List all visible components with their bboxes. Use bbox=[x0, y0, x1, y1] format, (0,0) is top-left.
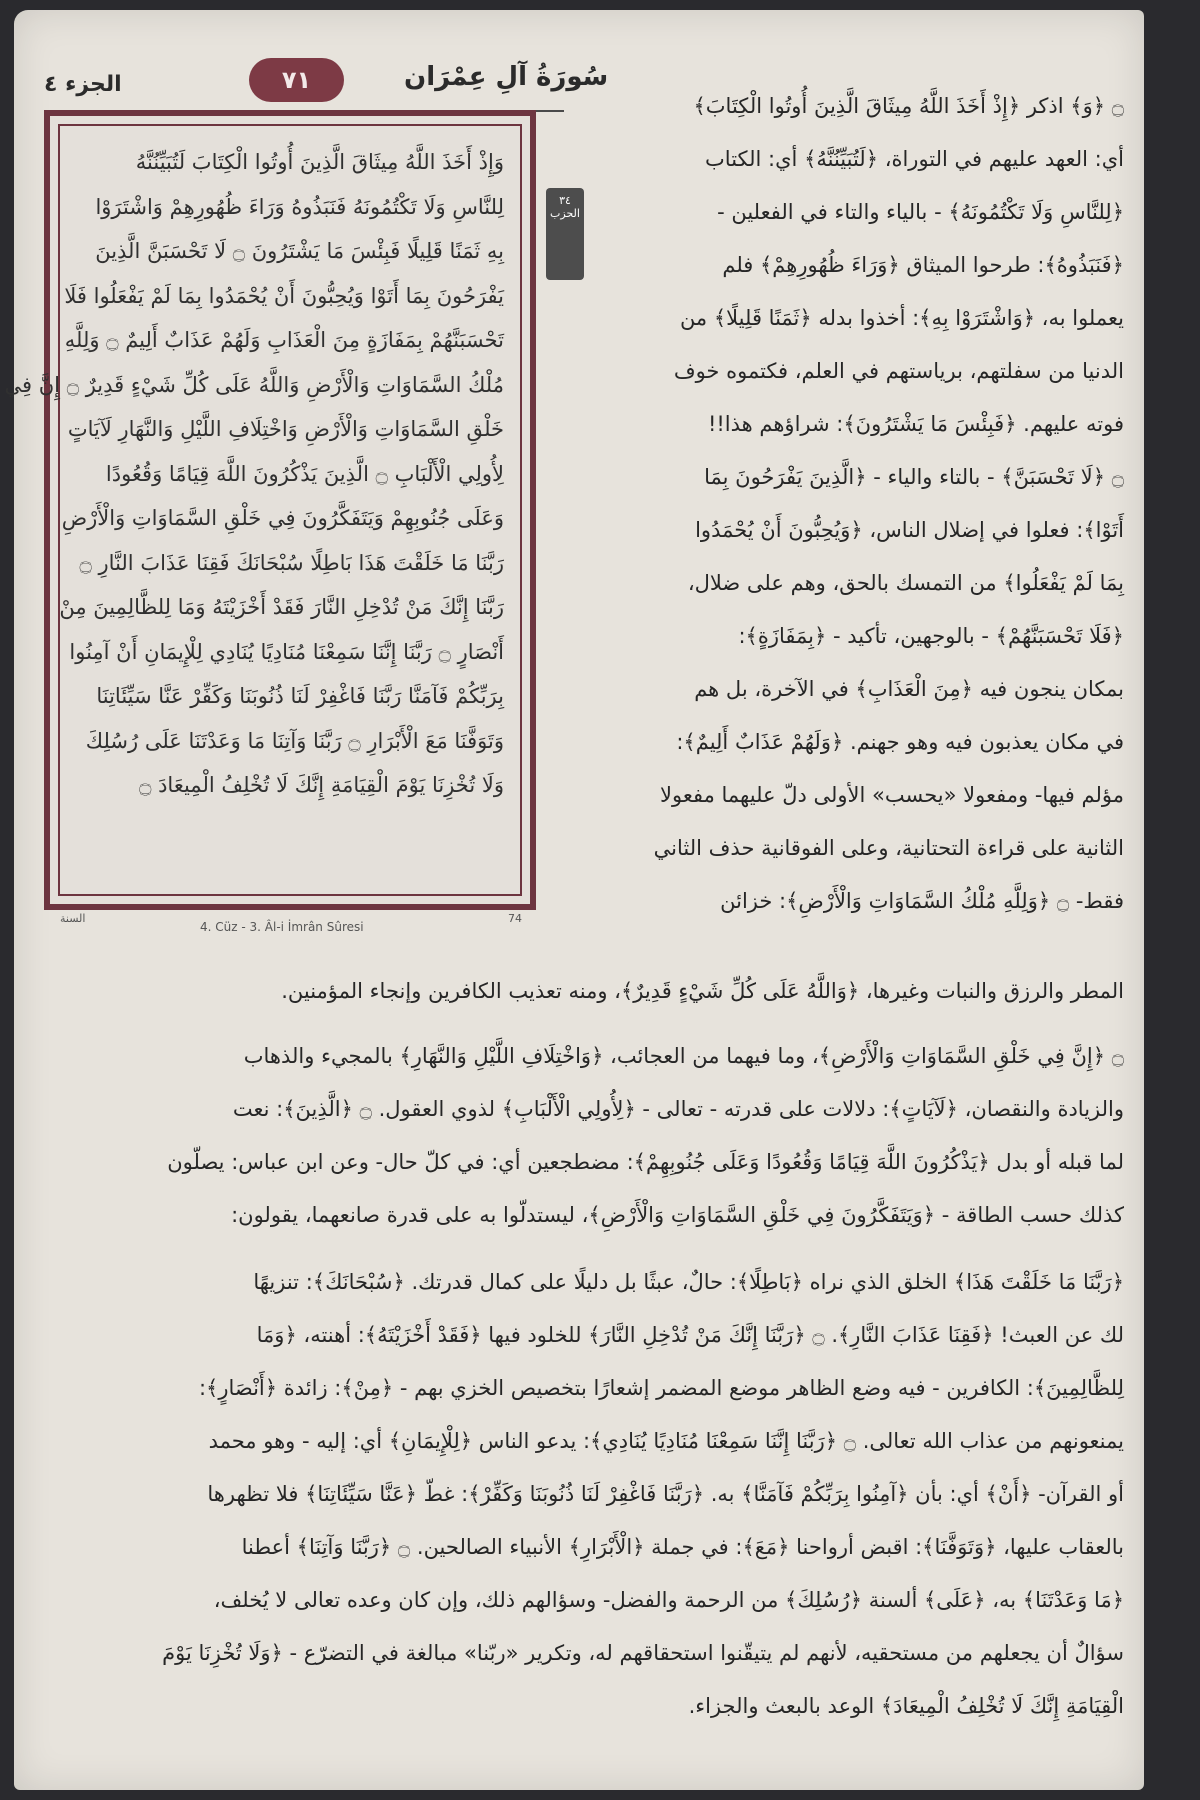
page-number-badge: ٧١ bbox=[249, 58, 344, 102]
quran-line: لِلنَّاسِ وَلَا تَكْتُمُونَهُ فَنَبَذُوهُ وَرَاءَ ظُهُورِهِمْ وَاشْتَرَوْا bbox=[95, 194, 504, 219]
tafsir-line: ﴿فَلَا تَحْسَبَنَّهُمْ﴾ - بالوجهين، تأكيد - ﴿بِمَفَازَةٍ﴾: bbox=[738, 624, 1124, 648]
tafsir-line: أو القرآن- ﴿أَنْ﴾ أي: بأن ﴿آمِنُوا بِرَبِّكُمْ فَآمَنَّا﴾ به. ﴿رَبَّنَا فَاغْفِرْ لَنَا ذُنُوبَنَا وَكَفِّرْ﴾: غطّ ﴿عَنَّا سَيِّئَاتِنَا﴾ فلا تظهرها bbox=[207, 1482, 1124, 1506]
tafsir-line: كذلك حسب الطاقة - ﴿وَيَتَفَكَّرُونَ فِي خَلْقِ السَّمَاوَاتِ وَالْأَرْضِ﴾، ليستدلّوا به على قدرة صانعهما، يقولون: bbox=[231, 1203, 1124, 1227]
quran-line: يَفْرَحُونَ بِمَا أَتَوْا وَيُحِبُّونَ أَنْ يُحْمَدُوا بِمَا لَمْ يَفْعَلُوا فَلَا bbox=[64, 283, 504, 308]
quran-footer-page: 74 bbox=[508, 912, 522, 925]
quran-line: خَلْقِ السَّمَاوَاتِ وَالْأَرْضِ وَاخْتِلَافِ اللَّيْلِ وَالنَّهَارِ لَآيَاتٍ bbox=[67, 417, 504, 441]
paragraph-gap bbox=[52, 1242, 1124, 1256]
quran-line: رَبَّنَا مَا خَلَقْتَ هَذَا بَاطِلًا سُبْحَانَكَ فَقِنَا عَذَابَ النَّارِ ۝ bbox=[79, 550, 504, 575]
tafsir-line: الثانية على قراءة التحتانية، وعلى الفوقانية حذف الثاني bbox=[653, 836, 1124, 860]
quran-box-footer bbox=[50, 912, 536, 932]
tafsir-line: الدنيا من سفلتهم، برياستهم في العلم، فكتموه خوف bbox=[673, 359, 1124, 383]
quran-footer-left: السنة bbox=[60, 912, 86, 925]
quran-line: وَإِذْ أَخَذَ اللَّهُ مِيثَاقَ الَّذِينَ أُوتُوا الْكِتَابَ لَتُبَيِّنُنَّهُ bbox=[135, 150, 504, 174]
tafsir-line: سؤالٌ أن يجعلهم من مستحقيه، لأنهم لم يتيقّنوا استحقاقهم له، وتكرير «ربّنا» مبالغة في التضرّع - ﴿وَلَا تُخْزِنَا يَوْمَ bbox=[162, 1641, 1124, 1665]
quran-line: بِهِ ثَمَنًا قَلِيلًا فَبِئْسَ مَا يَشْتَرُونَ ۝ لَا تَحْسَبَنَّ الَّذِينَ bbox=[95, 239, 504, 263]
quran-footer-reference: 4. Cüz - 3. Âl-i İmrân Sûresi bbox=[200, 920, 364, 934]
tafsir-line: فوته عليهم. ﴿فَبِئْسَ مَا يَشْتَرُونَ﴾: شراؤهم هذا!! bbox=[707, 412, 1124, 436]
tafsir-line: بالعقاب عليها، ﴿وَتَوَفَّنَا﴾: اقبض أرواحنا ﴿مَعَ﴾: في جملة ﴿الْأَبْرَارِ﴾ الأنبياء الصالحين. ۝ ﴿رَبَّنَا وَآتِنَا﴾ أعطنا bbox=[241, 1535, 1124, 1559]
tafsir-line: ﴿لِلنَّاسِ وَلَا تَكْتُمُونَهُ﴾ - بالياء والتاء في الفعلين - bbox=[717, 200, 1124, 224]
juz-label: الجزء ٤ bbox=[44, 72, 122, 97]
tafsir-line: لما قبله أو بدل ﴿يَذْكُرُونَ اللَّهَ قِيَامًا وَقُعُودًا وَعَلَى جُنُوبِهِمْ﴾: مضطجعين أي: في كلّ حال- وعن ابن عباس: يصلّون bbox=[167, 1150, 1124, 1174]
tafsir-line: أَتَوْا﴾: فعلوا في إضلال الناس، ﴿وَيُحِبُّونَ أَنْ يُحْمَدُوا bbox=[695, 518, 1124, 542]
quran-line: تَحْسَبَنَّهُمْ بِمَفَازَةٍ مِنَ الْعَذَابِ وَلَهُمْ عَذَابٌ أَلِيمٌ ۝ وَلِلَّهِ bbox=[64, 328, 504, 352]
quran-text-frame bbox=[4, 124, 522, 896]
quran-line: وَتَوَفَّنَا مَعَ الْأَبْرَارِ ۝ رَبَّنَا وَآتِنَا مَا وَعَدْتَنَا عَلَى رُسُلِكَ bbox=[85, 728, 504, 753]
tafsir-line: ﴿فَنَبَذُوهُ﴾: طرحوا الميثاق ﴿وَرَاءَ ظُهُورِهِمْ﴾ فلم bbox=[722, 253, 1124, 277]
quran-verses bbox=[4, 140, 504, 808]
surah-title: سُورَةُ آلِ عِمْرَان bbox=[404, 62, 609, 92]
quran-line: رَبَّنَا إِنَّكَ مَنْ تُدْخِلِ النَّارَ فَقَدْ أَخْزَيْتَهُ وَمَا لِلظَّالِمِينَ مِنْ bbox=[59, 595, 504, 619]
hizb-marker bbox=[546, 188, 584, 280]
quran-line: وَلَا تُخْزِنَا يَوْمَ الْقِيَامَةِ إِنَّكَ لَا تُخْلِفُ الْمِيعَادَ ۝ bbox=[139, 773, 504, 797]
tafsir-line: ۝ ﴿وَ﴾ اذكر ﴿إِذْ أَخَذَ اللَّهُ مِيثَاقَ الَّذِينَ أُوتُوا الْكِتَابَ﴾ bbox=[693, 94, 1124, 118]
tafsir-line: في مكان يعذبون فيه وهو جهنم. ﴿وَلَهُمْ عَذَابٌ أَلِيمٌ﴾: bbox=[676, 730, 1124, 754]
quran-text-box bbox=[4, 110, 536, 910]
tafsir-line: بِمَا لَمْ يَفْعَلُوا﴾ من التمسك بالحق، وهم على ضلال، bbox=[687, 571, 1124, 595]
tafsir-line: أي: العهد عليهم في التوراة، ﴿لَتُبَيِّنُنَّهُ﴾ أي: الكتاب bbox=[705, 147, 1124, 171]
tafsir-line: مؤلم فيها- ومفعولا «يحسب» الأولى دلّ عليهما مفعولا bbox=[660, 783, 1124, 807]
tafsir-line: المطر والرزق والنبات وغيرها، ﴿وَاللَّهُ عَلَى كُلِّ شَيْءٍ قَدِيرٌ﴾، ومنه تعذيب الكافرين وإنجاء المؤمنين. bbox=[281, 979, 1124, 1003]
quran-line: أَنْصَارٍ ۝ رَبَّنَا إِنَّنَا سَمِعْنَا مُنَادِيًا يُنَادِي لِلْإِيمَانِ أَنْ آمِنُوا bbox=[69, 639, 504, 664]
tafsir-line: والزيادة والنقصان، ﴿لَآيَاتٍ﴾: دلالات على قدرته - تعالى - ﴿لِأُولِي الْأَلْبَابِ﴾ لذوي العقول. ۝ ﴿الَّذِينَ﴾: نعت bbox=[232, 1097, 1124, 1121]
tafsir-full-width bbox=[52, 1030, 1124, 1733]
tafsir-line: يمنعونهم من عذاب الله تعالى. ۝ ﴿رَبَّنَا إِنَّنَا سَمِعْنَا مُنَادِيًا يُنَادِي﴾: يدعو الناس ﴿لِلْإِيمَانِ﴾ أي: إليه - وهو محمد bbox=[208, 1429, 1124, 1453]
tafsir-line: لك عن العبث! ﴿فَقِنَا عَذَابَ النَّارِ﴾. ۝ ﴿رَبَّنَا إِنَّكَ مَنْ تُدْخِلِ النَّارَ﴾ للخلود فيها ﴿فَقَدْ أَخْزَيْتَهُ﴾: أهنته، ﴿وَمَا bbox=[256, 1323, 1124, 1347]
tafsir-continuation bbox=[144, 965, 1124, 1018]
quran-line: مُلْكُ السَّمَاوَاتِ وَالْأَرْضِ وَاللَّهُ عَلَى كُلِّ شَيْءٍ قَدِيرٌ ۝ إِنَّ فِي bbox=[4, 372, 504, 397]
tafsir-line: يعملوا به، ﴿وَاشْتَرَوْا بِهِ﴾: أخذوا بدله ﴿ثَمَنًا قَلِيلًا﴾ من bbox=[679, 306, 1124, 330]
quran-line: وَعَلَى جُنُوبِهِمْ وَيَتَفَكَّرُونَ فِي خَلْقِ السَّمَاوَاتِ وَالْأَرْضِ bbox=[61, 506, 504, 530]
tafsir-line: لِلظَّالِمِينَ﴾: الكافرين - فيه وضع الظاهر موضع المضمر إشعارًا بتخصيص الخزي بهم - ﴿مِنْ﴾: زائدة ﴿أَنْصَارٍ﴾: bbox=[198, 1376, 1124, 1400]
tafsir-line: ﴿مَا وَعَدْتَنَا﴾ به، ﴿عَلَى﴾ ألسنة ﴿رُسُلِكَ﴾ من الرحمة والفضل- وسؤالهم ذلك، وإن كان وعده تعالى لا يُخلف، bbox=[213, 1588, 1124, 1612]
tafsir-line: الْقِيَامَةِ إِنَّكَ لَا تُخْلِفُ الْمِيعَادَ﴾ الوعد بالبعث والجزاء. bbox=[688, 1694, 1124, 1718]
quran-line: بِرَبِّكُمْ فَآمَنَّا رَبَّنَا فَاغْفِرْ لَنَا ذُنُوبَنَا وَكَفِّرْ عَنَّا سَيِّئَاتِنَا bbox=[96, 684, 504, 708]
tafsir-right-column bbox=[599, 80, 1124, 928]
tafsir-line: فقط- ۝ ﴿وَلِلَّهِ مُلْكُ السَّمَاوَاتِ وَالْأَرْضِ﴾: خزائن bbox=[720, 889, 1124, 913]
hizb-marker-label: ٣٤ الحزب bbox=[550, 194, 580, 220]
tafsir-line: ۝ ﴿إِنَّ فِي خَلْقِ السَّمَاوَاتِ وَالْأَرْضِ﴾، وما فيهما من العجائب، ﴿وَاخْتِلَافِ اللَّيْلِ وَالنَّهَارِ﴾ بالمجيء والذهاب bbox=[243, 1044, 1124, 1068]
book-page bbox=[4, 10, 1144, 1790]
tafsir-line: ﴿رَبَّنَا مَا خَلَقْتَ هَذَا﴾ الخلق الذي نراه ﴿بَاطِلًا﴾: حالٌ، عبثًا بل دليلًا على كمال قدرتك. ﴿سُبْحَانَكَ﴾: تنزيهًا bbox=[253, 1270, 1124, 1294]
tafsir-line: ۝ ﴿لَا تَحْسَبَنَّ﴾ - بالتاء والياء - ﴿الَّذِينَ يَفْرَحُونَ بِمَا bbox=[704, 465, 1124, 489]
tafsir-line: بمكان ينجون فيه ﴿مِنَ الْعَذَابِ﴾ في الآخرة، بل هم bbox=[694, 677, 1124, 701]
quran-line: لِأُولِي الْأَلْبَابِ ۝ الَّذِينَ يَذْكُرُونَ اللَّهَ قِيَامًا وَقُعُودًا bbox=[105, 461, 504, 486]
